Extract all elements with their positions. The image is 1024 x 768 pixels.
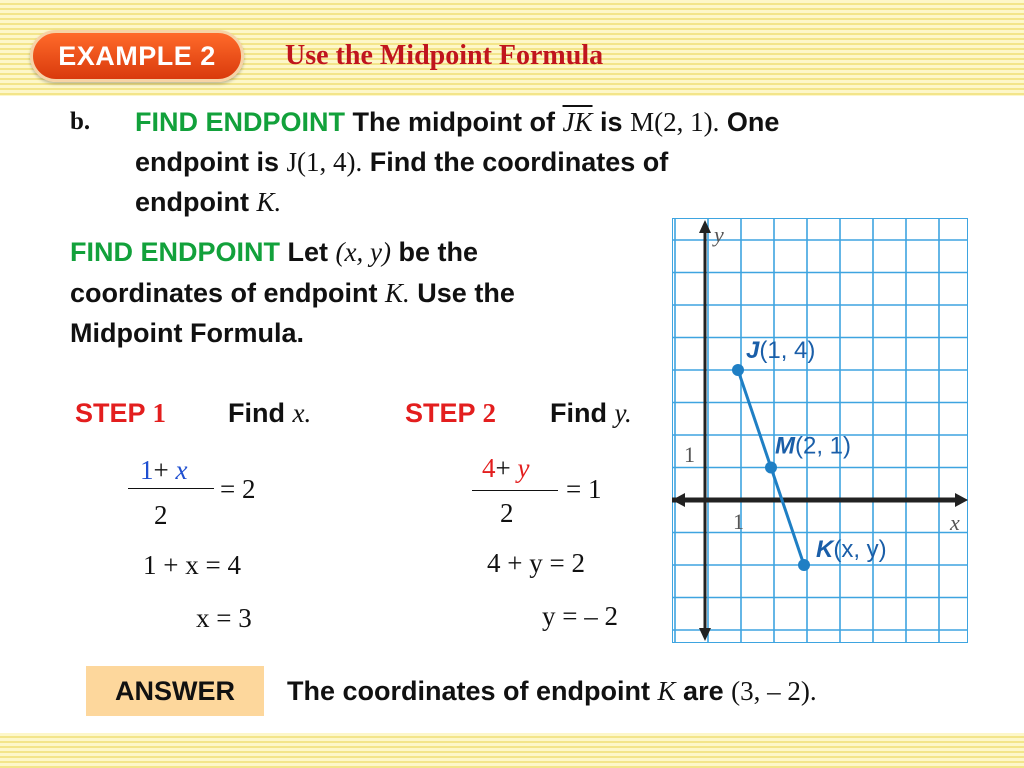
step1-heading: [75, 393, 166, 433]
part-label: b.: [70, 108, 91, 135]
footer-band: [0, 733, 1024, 768]
variables-xy: (x, y): [335, 237, 391, 267]
answer-label: ANSWER: [86, 666, 264, 716]
step1-fraction-bar: [128, 488, 214, 489]
answer-k: K: [657, 676, 676, 706]
problem-line-2: [135, 142, 668, 182]
step1-num-a: 1: [140, 455, 154, 485]
step1-num-var: x: [175, 455, 188, 485]
let-word: Let: [287, 237, 329, 267]
solution-heading: FIND ENDPOINT: [70, 237, 281, 267]
x-tick-label: 1: [733, 509, 744, 534]
solution-line-1: [70, 232, 478, 272]
unknown-k-label: K.: [256, 187, 282, 217]
solution-line-2: [70, 273, 515, 313]
step1-num-plus: +: [153, 455, 169, 485]
step2-num-plus: +: [495, 453, 511, 483]
point-m: [765, 462, 777, 474]
problem-line-1: [135, 102, 779, 142]
step2-numerator: [482, 453, 529, 484]
problem-text-2b: Find the coordinates of: [369, 147, 669, 177]
step1-find: [228, 393, 311, 433]
segment-jk: $\overline{JK}$: [562, 107, 593, 137]
step1-eq-rhs: = 2: [220, 474, 256, 504]
step2-var: y.: [614, 398, 632, 428]
graph-frame: [672, 218, 968, 643]
use-the: Use the: [417, 278, 515, 308]
step2-line3: y = – 2: [542, 601, 618, 631]
step2-eq-rhs: = 1: [566, 474, 602, 504]
point-j: [732, 364, 744, 376]
x-axis-label: x: [950, 510, 960, 535]
step1-number: 1: [152, 398, 167, 428]
step2-denominator: 2: [500, 498, 514, 528]
step2-label: STEP: [405, 398, 476, 428]
step1-line2: 1 + x = 4: [143, 550, 241, 580]
solution-line-3: Midpoint Formula.: [70, 318, 304, 348]
one-word: One: [726, 107, 780, 137]
problem-text-3: endpoint: [135, 187, 249, 217]
k-label: K.: [385, 278, 410, 308]
answer-are: are: [683, 676, 724, 706]
solution-text-2: coordinates of endpoint: [70, 278, 378, 308]
answer-text: [287, 671, 817, 711]
problem-text-2: endpoint is: [135, 147, 279, 177]
step1-var: x.: [292, 398, 312, 428]
step1-numerator: [140, 455, 187, 486]
step2-find-word: Find: [550, 398, 607, 428]
y-tick-label: 1: [684, 442, 695, 467]
step2-find: [550, 393, 632, 433]
is-word: is: [600, 107, 623, 137]
step2-number: 2: [482, 398, 497, 428]
be-the: be the: [398, 237, 479, 267]
problem-line-3: [135, 182, 281, 222]
step1-denominator: 2: [154, 500, 168, 530]
endpoint-j-label: J(1, 4).: [286, 147, 363, 177]
point-k: [798, 559, 810, 571]
answer-sentence: The coordinates of endpoint: [287, 676, 650, 706]
answer-value: (3, – 2).: [731, 676, 817, 706]
problem-text-1: The midpoint of: [352, 107, 555, 137]
step2-fraction-bar: [472, 490, 558, 491]
slide-title: Use the Midpoint Formula: [285, 40, 604, 71]
example-badge: EXAMPLE 2: [30, 30, 244, 82]
coordinate-graph: [672, 218, 968, 643]
point-j-label: J(1, 4): [746, 337, 816, 364]
midpoint-label: M(2, 1).: [630, 107, 720, 137]
step1-label: STEP: [75, 398, 146, 428]
point-k-label: K(x, y): [816, 536, 887, 563]
step1-line3: x = 3: [196, 603, 252, 633]
y-axis-label: y: [714, 222, 724, 247]
step1-find-word: Find: [228, 398, 285, 428]
step2-heading: [405, 393, 496, 433]
problem-heading: FIND ENDPOINT: [135, 107, 346, 137]
step2-num-a: 4: [482, 453, 496, 483]
step2-num-var: y: [517, 453, 530, 483]
point-m-label: M(2, 1): [775, 432, 852, 460]
step2-line2: 4 + y = 2: [487, 548, 585, 578]
